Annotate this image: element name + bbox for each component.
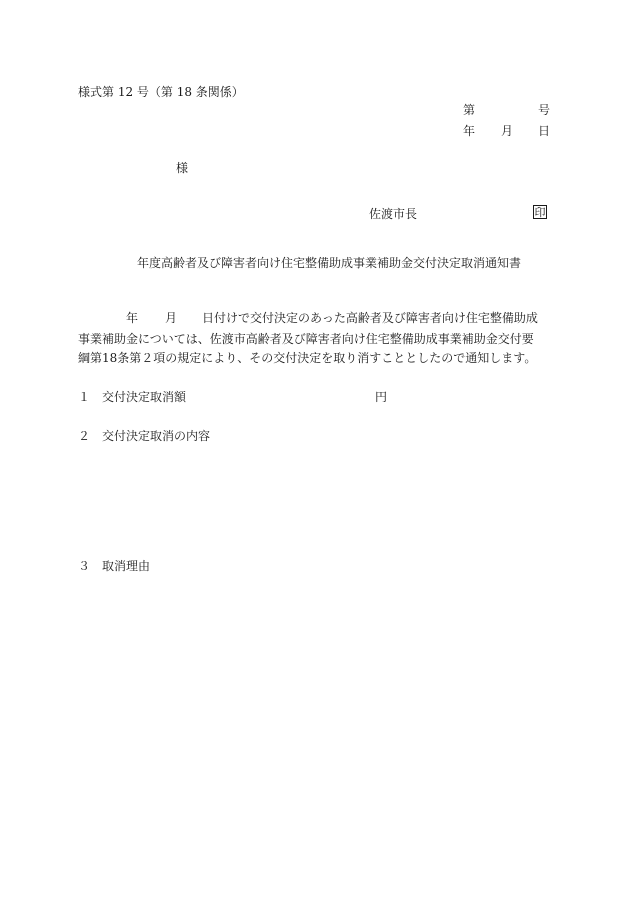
seal-mark: 印	[534, 206, 546, 219]
document-number-suffix: 号	[538, 103, 551, 117]
item-2-label: 交付決定取消の内容	[102, 429, 211, 443]
body-line-1	[0, 312, 630, 326]
document-number-prefix: 第	[463, 103, 476, 117]
date-year: 年	[463, 124, 476, 138]
item-1-label: 交付決定取消額	[102, 390, 187, 404]
item-2	[78, 427, 278, 441]
item-2-number: ２	[78, 429, 91, 443]
date-day: 日	[538, 124, 551, 138]
body-line-3: 綱第18条第２項の規定により、その交付決定を取り消すこととしたので通知します。	[78, 351, 537, 365]
date-month: 月	[501, 124, 514, 138]
item-3-number: ３	[78, 559, 91, 573]
body-year: 年	[126, 311, 139, 325]
document-number-date-block	[463, 104, 551, 146]
issuer-name: 佐渡市長	[369, 207, 418, 221]
document-number	[463, 104, 551, 118]
item-1-number: １	[78, 390, 91, 404]
item-3-label: 取消理由	[102, 559, 151, 573]
form-number: 様式第 12 号（第 18 条関係）	[78, 85, 244, 99]
document-date	[463, 125, 551, 139]
body-month: 月	[165, 311, 178, 325]
item-1	[78, 388, 398, 402]
document-title: 年度高齢者及び障害者向け住宅整備助成事業補助金交付決定取消通知書	[137, 256, 522, 270]
body-line-1-text: 日付けで交付決定のあった高齢者及び障害者向け住宅整備助成	[202, 311, 538, 325]
addressee-honorific: 様	[176, 161, 189, 175]
item-1-unit: 円	[375, 390, 388, 404]
body-line-2: 事業補助金については、佐渡市高齢者及び障害者向け住宅整備助成事業補助金交付要	[78, 332, 534, 346]
item-3	[78, 557, 278, 571]
